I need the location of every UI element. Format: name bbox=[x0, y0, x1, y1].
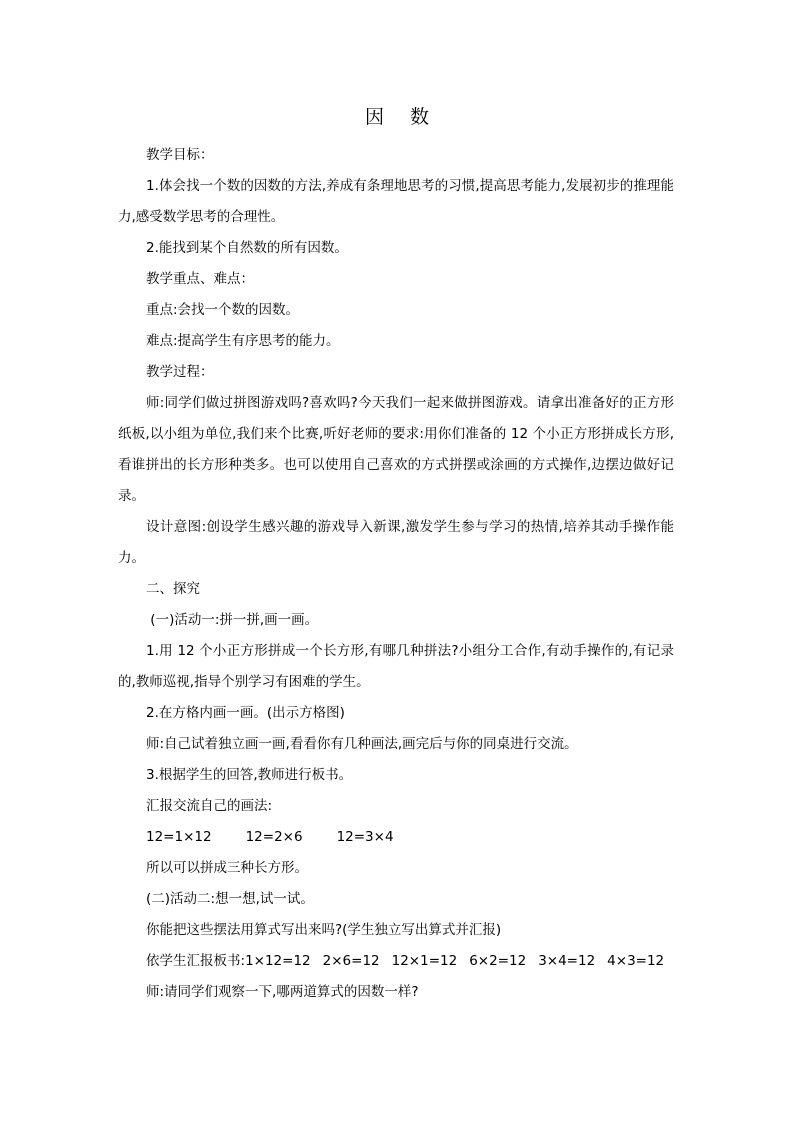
equation-item: 12=2×6 bbox=[245, 829, 303, 845]
paragraph-step-3: 3.根据学生的回答,教师进行板书。 bbox=[146, 767, 353, 783]
paragraph-difficulty: 难点:提高学生有序思考的能力。 bbox=[146, 333, 340, 349]
board-item: 4×3=12 bbox=[607, 953, 665, 969]
equation-item: 12=3×4 bbox=[336, 829, 394, 845]
board-item: 12×1=12 bbox=[391, 953, 458, 969]
paragraph-objectives-heading: 教学目标： bbox=[146, 147, 214, 163]
paragraph-objective-1: 1.体会找一个数的因数的方法,养成有条理地思考的习惯,提高思考能力,发展初步的推理能力,感受数学思考的合理性。 bbox=[118, 178, 674, 225]
paragraph-key-point: 重点:会找一个数的因数。 bbox=[146, 302, 300, 318]
paragraph-activity-2: (二)活动二:想一想,试一试。 bbox=[146, 891, 314, 907]
paragraph-process-heading: 教学过程： bbox=[146, 364, 214, 380]
board-prefix: 依学生汇报板书: bbox=[146, 953, 246, 969]
equation-item: 12=1×12 bbox=[146, 829, 212, 845]
board-row bbox=[118, 946, 674, 977]
page-title: 因 数 bbox=[364, 106, 440, 128]
equation-row bbox=[118, 822, 674, 853]
board-item: 1×12=12 bbox=[245, 953, 311, 969]
paragraph-step-1: 1.用 12 个小正方形拼成一个长方形,有哪几种拼法?小组分工合作,有动手操作的,有记录的,教师巡视,指导个别学习有困难的学生。 bbox=[118, 643, 674, 690]
paragraph-objective-2: 2.能找到某个自然数的所有因数。 bbox=[146, 240, 348, 256]
document-body bbox=[118, 140, 674, 1008]
paragraph-activity-1: (一)活动一:拼一拼,画一画。 bbox=[146, 612, 319, 628]
paragraph-key-points-heading: 教学重点、难点： bbox=[146, 271, 254, 287]
board-item: 2×6=12 bbox=[322, 953, 380, 969]
paragraph-design-intent: 设计意图:创设学生感兴趣的游戏导入新课,激发学生参与学习的热情,培养其动手操作能力。 bbox=[118, 519, 674, 566]
paragraph-report: 汇报交流自己的画法: bbox=[146, 798, 273, 814]
board-item: 3×4=12 bbox=[538, 953, 596, 969]
board-item: 6×2=12 bbox=[469, 953, 527, 969]
paragraph-observe-question: 师:请同学们观察一下,哪两道算式的因数一样? bbox=[146, 984, 419, 1000]
paragraph-step-2: 2.在方格内画一画。(出示方格图) bbox=[146, 705, 345, 721]
paragraph-three-rectangles: 所以可以拼成三种长方形。 bbox=[146, 860, 308, 876]
paragraph-write-equations: 你能把这些摆法用算式写出来吗?(学生独立写出算式并汇报) bbox=[146, 922, 502, 938]
paragraph-teacher-draw: 师:自己试着独立画一画,看看你有几种画法,画完后与你的同桌进行交流。 bbox=[146, 736, 578, 752]
paragraph-teacher-intro: 师:同学们做过拼图游戏吗?喜欢吗?今天我们一起来做拼图游戏。请拿出准备好的正方形纸板,以小组为单位,我们来个比赛,听好老师的要求:用你们准备的 12 个小正方形拼成长方形,看谁拼出的长方形种类多。也可以使用自己喜欢的方式拼摆或涂画的方式操作,边摆边做好记录。 bbox=[118, 395, 674, 504]
paragraph-explore-heading: 二、探究 bbox=[146, 581, 200, 597]
